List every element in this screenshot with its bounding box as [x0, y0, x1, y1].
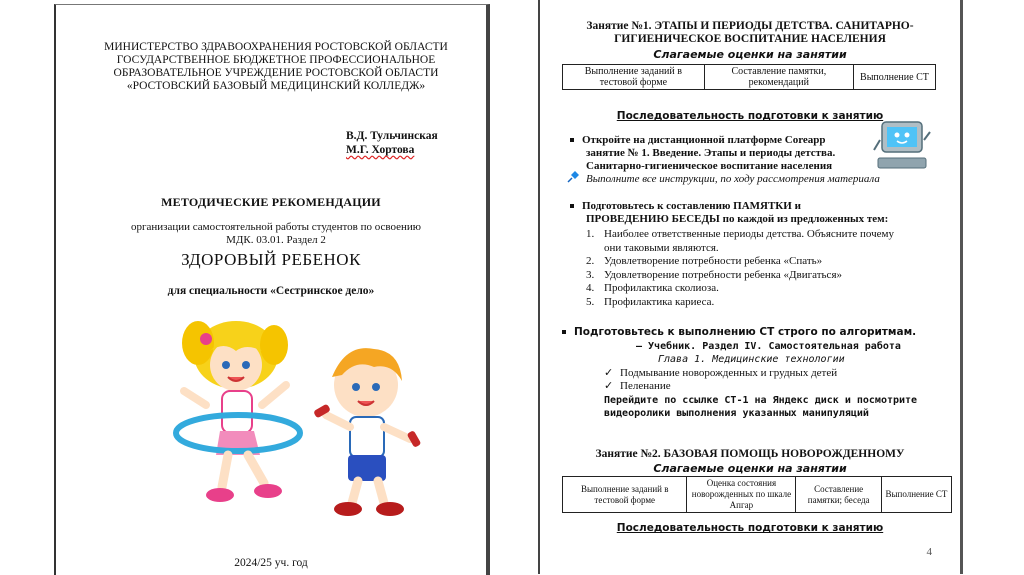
grade-cell: Составление памятки, рекомендаций	[704, 65, 853, 90]
title-page	[54, 4, 490, 575]
grades-label-2: Слагаемые оценки на занятии	[653, 462, 847, 475]
grade-cell: Выполнение заданий в тестовой форме	[563, 65, 705, 90]
author-2: М.Г. Хортова	[346, 144, 415, 156]
grade-cell: Выполнение СТ	[881, 477, 951, 513]
sequence-heading-1: Последовательность подготовки к занятию	[616, 110, 884, 122]
authors	[346, 129, 438, 157]
bullet-marker	[570, 204, 574, 208]
author-1: В.Д. Тульчинская	[346, 130, 438, 142]
list-item: 5. Профилактика кариеса.	[586, 295, 715, 308]
grade-cell: Выполнение заданий в тестовой форме	[563, 477, 687, 513]
bullet-prepare-memo: Подготовьтесь к составлению ПАМЯТКИ и ПРОВЕДЕНИЮ БЕСЕДЫ по каждой из предложенных тем:	[570, 200, 888, 226]
list-item: они таковыми являются.	[604, 241, 719, 254]
grades-table-1	[562, 64, 936, 90]
topic-title: ЗДОРОВЫЙ РЕБЕНОК	[181, 250, 361, 269]
ministry-header: МИНИСТЕРСТВО ЗДРАВООХРАНЕНИЯ РОСТОВСКОЙ ОБЛАСТИ ГОСУДАРСТВЕННОЕ БЮДЖЕТНОЕ ПРОФЕССИОНАЛЬНОЕ ОБРАЗОВАТЕЛЬНОЕ УЧРЕЖДЕНИЕ РОСТОВСКОЙ ОБЛАСТИ «РОСТОВСКИЙ БАЗОВЫЙ МЕДИЦИНСКИЙ КОЛЛЕДЖ»	[104, 41, 448, 92]
list-item: 4. Профилактика сколиоза.	[586, 282, 719, 294]
list-item: 1. Наиболее ответственные периоды детства. Объясните почему	[586, 228, 894, 240]
sequence-heading-2: Последовательность подготовки к занятию	[616, 522, 884, 534]
bullet-marker	[562, 330, 566, 334]
grade-cell: Составление памятки; беседа	[796, 477, 882, 513]
pushpin-icon	[566, 170, 580, 184]
chapter-line: Глава 1. Медицинские технологии	[658, 354, 845, 365]
bullet-prepare-st: Подготовьтесь к выполнению СТ строго по алгоритмам.	[562, 326, 916, 339]
lesson-1-title: Занятие №1. ЭТАПЫ И ПЕРИОДЫ ДЕТСТВА. САНИТАРНО- ГИГИЕНИЧЕСКОЕ ВОСПИТАНИЕ НАСЕЛЕНИЯ	[586, 20, 914, 45]
grades-table-2	[562, 476, 952, 513]
specialty: для специальности «Сестринское дело»	[167, 285, 375, 297]
boy-figure	[313, 348, 421, 516]
list-item: 3. Удовлетворение потребности ребенка «Двигаться»	[586, 268, 842, 281]
manipulations-list	[604, 367, 837, 393]
girl-figure	[176, 321, 300, 502]
kids-illustration	[166, 315, 456, 525]
list-item: 2. Удовлетворение потребности ребенка «Спать»	[586, 255, 823, 267]
list-item: ✓ Пеленание	[604, 380, 671, 392]
textbook-line: – Учебник. Раздел IV. Самостоятельная работа	[636, 341, 901, 352]
bullet-open-platform: Откройте на дистанционной платформе Coreapp занятие № 1. Введение. Этапы и периоды детства. Санитарно-гигиеническое воспитание населения Выполните все инструкции, по ходу рассмотрения материала	[570, 134, 880, 186]
academic-year: 2024/25 уч. год	[234, 557, 308, 569]
grade-cell: Оценка состояния новорожденных по шкале Апгар	[687, 477, 796, 513]
lesson-2-title: Занятие №2. БАЗОВАЯ ПОМОЩЬ НОВОРОЖДЕННОМУ	[595, 448, 905, 460]
checkmark-icon: ✓	[604, 367, 614, 379]
grades-label-1: Слагаемые оценки на занятии	[653, 48, 847, 61]
topics-list	[586, 228, 894, 309]
page-number: 4	[926, 546, 932, 558]
checkmark-icon: ✓	[604, 380, 614, 392]
link-instruction: Перейдите по ссылке СТ-1 на Яндекс диск и посмотрите видеоролики выполнения указанных манипуляций	[604, 395, 918, 419]
document-title: МЕТОДИЧЕСКИЕ РЕКОМЕНДАЦИИ	[161, 195, 381, 209]
grade-cell: Выполнение СТ	[853, 65, 935, 90]
content-page	[538, 0, 963, 574]
bullet-marker	[570, 138, 574, 142]
list-item: ✓ Подмывание новорожденных и грудных детей	[604, 367, 838, 379]
document-subtitle: организации самостоятельной работы студентов по освоению МДК. 03.01. Раздел 2	[130, 221, 422, 246]
computer-icon	[872, 118, 932, 174]
